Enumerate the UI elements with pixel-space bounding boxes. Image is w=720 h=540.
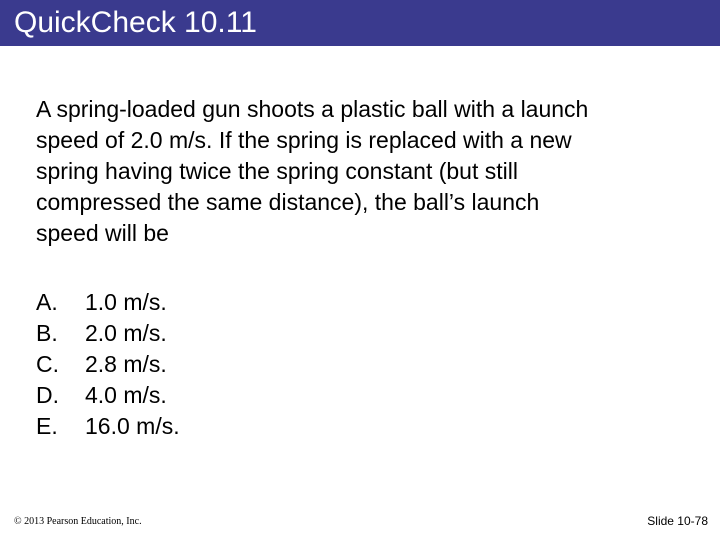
answer-option-a <box>36 287 180 318</box>
option-text: 2.8 m/s. <box>85 351 167 377</box>
title-bar <box>0 0 720 46</box>
question-line: A spring-loaded gun shoots a plastic ball with a launch <box>36 96 589 122</box>
option-text: 16.0 m/s. <box>85 413 180 439</box>
option-letter: D. <box>36 382 59 408</box>
question-text <box>36 94 676 249</box>
copyright-notice: © 2013 Pearson Education, Inc. <box>14 516 142 527</box>
answer-option-c <box>36 349 180 380</box>
slide-title: QuickCheck 10.11 <box>14 6 257 39</box>
question-line: compressed the same distance), the ball’s launch <box>36 189 540 215</box>
answer-option-e <box>36 411 180 442</box>
option-text: 4.0 m/s. <box>85 382 167 408</box>
option-letter: A. <box>36 289 58 315</box>
answer-option-d <box>36 380 180 411</box>
option-letter: C. <box>36 351 59 377</box>
option-letter: B. <box>36 320 58 346</box>
question-line: spring having twice the spring constant (but still <box>36 158 518 184</box>
question-line: speed will be <box>36 220 169 246</box>
option-text: 1.0 m/s. <box>85 289 167 315</box>
option-letter: E. <box>36 413 58 439</box>
answer-options <box>36 287 180 442</box>
answer-option-b <box>36 318 180 349</box>
slide-number: Slide 10-78 <box>647 514 708 528</box>
question-line: speed of 2.0 m/s. If the spring is replaced with a new <box>36 127 572 153</box>
option-text: 2.0 m/s. <box>85 320 167 346</box>
